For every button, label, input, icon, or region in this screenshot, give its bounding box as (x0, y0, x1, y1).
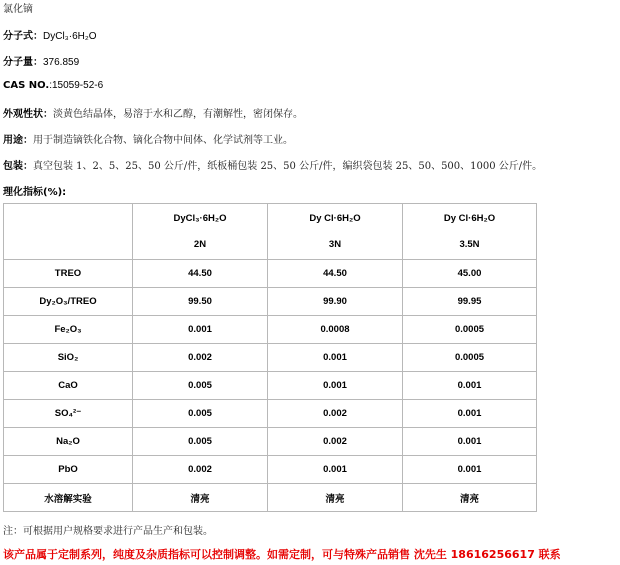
row-label: 水溶解实验 (4, 484, 133, 512)
table-cell: 0.0008 (268, 316, 403, 344)
cas-label: CAS NO. (3, 80, 50, 91)
table-cell: 0.001 (268, 372, 403, 400)
table-cell: 0.0005 (403, 344, 537, 372)
appearance-label: 外观性状： (3, 109, 53, 120)
header-cell (268, 204, 403, 260)
table-cell: 0.001 (268, 456, 403, 484)
spec-title: 理化指标(%): (3, 187, 67, 198)
weight-value: 376.859 (43, 57, 80, 68)
table-row (4, 260, 537, 288)
table-cell: 清亮 (133, 484, 268, 512)
column-grade: 3N (328, 239, 342, 250)
weight-label: 分子量： (3, 57, 43, 68)
table-cell: 45.00 (403, 260, 537, 288)
row-label: CaO (4, 372, 133, 400)
table-row (4, 372, 537, 400)
header-cell (403, 204, 537, 260)
product-title: 氯化镝 (3, 4, 33, 15)
table-row (4, 288, 537, 316)
header-cell (133, 204, 268, 260)
table-cell: 清亮 (403, 484, 537, 512)
table-cell: 0.001 (133, 316, 268, 344)
row-label: Na₂O (4, 428, 133, 456)
column-formula: Dy Cl·6H₂O (443, 213, 496, 224)
table-row (4, 484, 537, 512)
table-row (4, 400, 537, 428)
table-cell: 99.95 (403, 288, 537, 316)
promo-text: 该产品属于定制系列，纯度及杂质指标可以控制调整。如需定制，可与特殊产品销售 沈先生 18616256617 联系 (3, 548, 561, 561)
usage-line (3, 131, 293, 146)
usage-label: 用途： (3, 135, 33, 146)
spec-table (3, 203, 537, 512)
formula-value: DyCl₃·6H₂O (43, 31, 97, 42)
table-cell: 99.90 (268, 288, 403, 316)
table-row (4, 316, 537, 344)
footnote: 注：可根据用户规格要求进行产品生产和包装。 (3, 526, 213, 537)
table-cell: 0.001 (268, 344, 403, 372)
table-cell: 0.002 (268, 428, 403, 456)
table-cell: 0.005 (133, 428, 268, 456)
packaging-label: 包装： (3, 161, 33, 172)
cas-value: :15059-52-6 (49, 80, 104, 91)
row-label: Fe₂O₃ (4, 316, 133, 344)
table-cell: 清亮 (268, 484, 403, 512)
table-row (4, 344, 537, 372)
table-header-row (4, 204, 537, 260)
header-empty-cell (4, 204, 133, 260)
row-label: TREO (4, 260, 133, 288)
table-cell: 0.002 (268, 400, 403, 428)
cas-line (3, 80, 103, 91)
packaging-line (3, 157, 542, 172)
row-label: Dy₂O₃/TREO (4, 288, 133, 316)
table-cell: 0.001 (403, 400, 537, 428)
table-row (4, 428, 537, 456)
appearance-line (3, 105, 303, 120)
column-grade: 3.5N (459, 239, 480, 250)
table-cell: 0.002 (133, 456, 268, 484)
table-cell: 99.50 (133, 288, 268, 316)
table-cell: 0.001 (403, 456, 537, 484)
weight-line (3, 53, 79, 68)
column-formula: DyCl₃·6H₂O (173, 213, 227, 224)
table-cell: 0.005 (133, 400, 268, 428)
appearance-value: 淡黄色结晶体，易溶于水和乙醇，有潮解性，密闭保存。 (53, 109, 303, 120)
column-grade: 2N (193, 239, 207, 250)
usage-value: 用于制造镝铁化合物、镝化合物中间体、化学试剂等工业。 (33, 135, 293, 146)
formula-line (3, 27, 97, 42)
table-row (4, 456, 537, 484)
row-label: PbO (4, 456, 133, 484)
table-cell: 0.002 (133, 344, 268, 372)
formula-label: 分子式： (3, 31, 43, 42)
table-cell: 0.005 (133, 372, 268, 400)
packaging-value: 真空包装 1、2、5、25、50 公斤/件，纸板桶包装 25、50 公斤/件，编织袋包装 25、50、500、1000 公斤/件。 (33, 161, 543, 172)
row-label: SO₄²⁻ (4, 400, 133, 428)
table-cell: 44.50 (268, 260, 403, 288)
column-formula: Dy Cl·6H₂O (309, 213, 361, 224)
table-cell: 0.001 (403, 428, 537, 456)
table-cell: 0.0005 (403, 316, 537, 344)
row-label: SiO₂ (4, 344, 133, 372)
table-cell: 0.001 (403, 372, 537, 400)
table-cell: 44.50 (133, 260, 268, 288)
